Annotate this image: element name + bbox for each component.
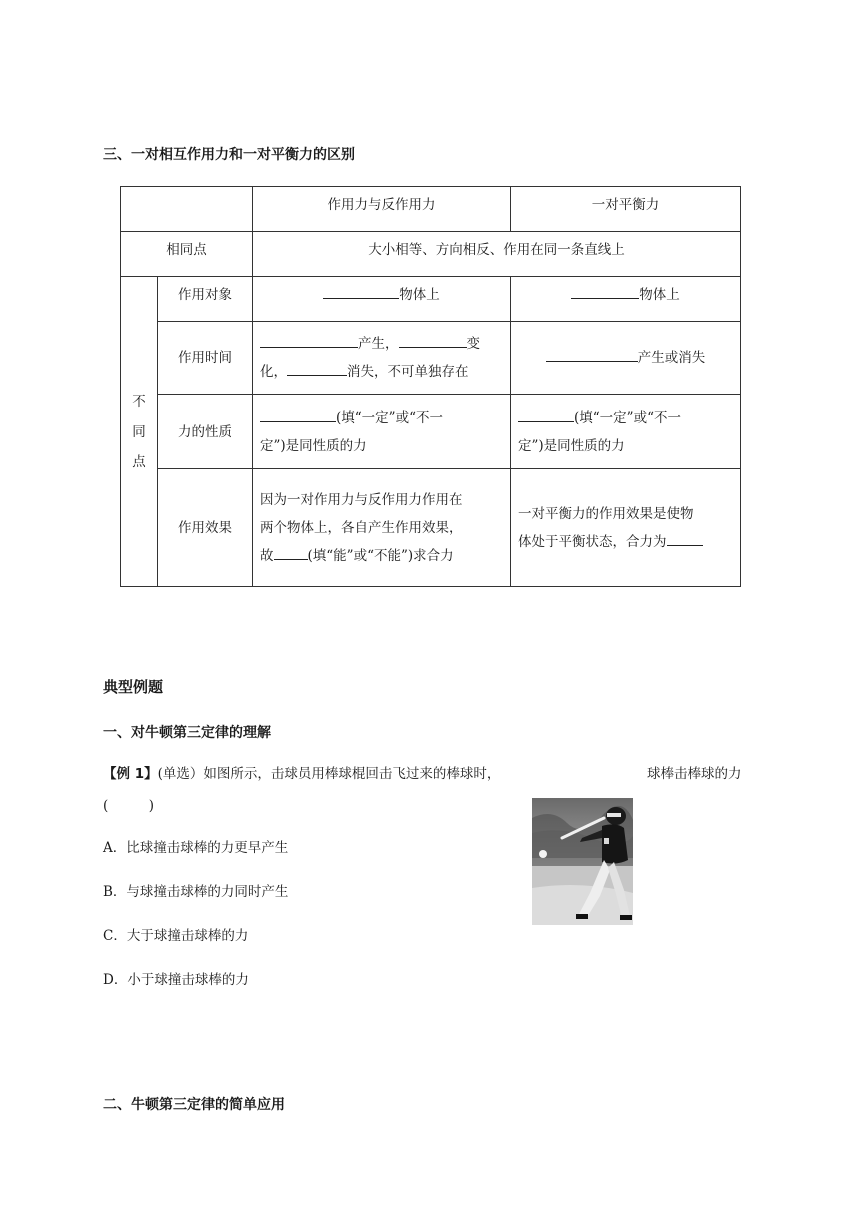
- answer-blank[interactable]: [667, 531, 703, 546]
- section-heading-3: 三、一对相互作用力和一对平衡力的区别: [103, 147, 355, 163]
- answer-blank[interactable]: [260, 407, 336, 422]
- diff-label: 不 同 点: [121, 277, 158, 587]
- same-label: 相同点: [121, 232, 253, 277]
- time-label: 作用时间: [158, 322, 253, 395]
- subheading-2: 二、牛顿第三定律的简单应用: [103, 1097, 285, 1113]
- answer-blank[interactable]: [546, 347, 638, 362]
- example-1-stem-right: 球棒击棒球的力: [647, 766, 742, 782]
- effect-left: 因为一对作用力与反作用力作用在 两个物体上，各自产生作用效果， 故 (填“能”或“不能”)求合力: [253, 469, 511, 587]
- header-action-reaction: 作用力与反作用力: [253, 187, 511, 232]
- option-c[interactable]: C．大于球撞击球棒的力: [103, 928, 249, 944]
- object-left: 物体上: [253, 277, 511, 322]
- nature-label: 力的性质: [158, 395, 253, 469]
- example-1-stem: (单选）如图所示，击球员用棒球棍回击飞过来的棒球时，: [157, 766, 501, 782]
- nature-right: (填“一定”或“不一 定”)是同性质的力: [511, 395, 741, 469]
- option-b[interactable]: B．与球撞击球棒的力同时产生: [103, 884, 289, 900]
- header-empty-cell: [121, 187, 253, 232]
- answer-blank[interactable]: [274, 545, 308, 560]
- object-right: 物体上: [511, 277, 741, 322]
- comparison-table: [120, 186, 741, 587]
- object-label: 作用对象: [158, 277, 253, 322]
- subheading-1: 一、对牛顿第三定律的理解: [103, 725, 271, 741]
- time-right: 产生或消失: [511, 322, 741, 395]
- option-d[interactable]: D．小于球撞击球棒的力: [103, 972, 249, 988]
- examples-title: 典型例题: [103, 678, 164, 696]
- baseball-batter-photo: [532, 798, 633, 925]
- answer-blank[interactable]: [260, 333, 358, 348]
- answer-blank[interactable]: [518, 407, 574, 422]
- nature-left: (填“一定”或“不一 定”)是同性质的力: [253, 395, 511, 469]
- answer-blank[interactable]: [287, 361, 347, 376]
- answer-paren: ( ): [103, 798, 155, 814]
- effect-right: 一对平衡力的作用效果是使物 体处于平衡状态，合力为: [511, 469, 741, 587]
- header-balance-force: 一对平衡力: [511, 187, 741, 232]
- effect-label: 作用效果: [158, 469, 253, 587]
- option-a[interactable]: A．比球撞击球棒的力更早产生: [103, 840, 289, 856]
- same-content: 大小相等、方向相反、作用在同一条直线上: [253, 232, 741, 277]
- answer-blank[interactable]: [323, 284, 399, 299]
- time-left: 产生， 变 化， 消失，不可单独存在: [253, 322, 511, 395]
- answer-blank[interactable]: [399, 333, 467, 348]
- example-1-question: [103, 764, 763, 816]
- answer-blank[interactable]: [571, 284, 639, 299]
- example-1-tag: 【例 1】: [103, 766, 158, 782]
